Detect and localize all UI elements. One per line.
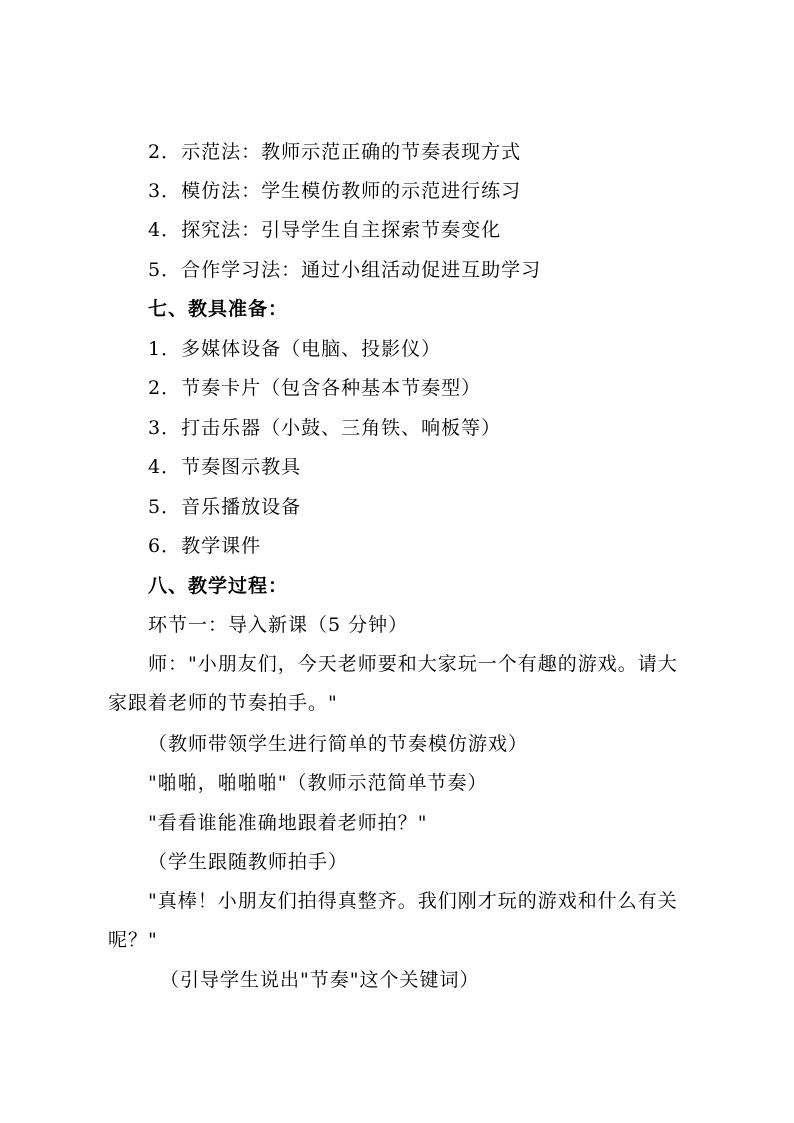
section-heading-teaching-aids: 七、教具准备： — [148, 298, 289, 320]
method-item-5: 5．合作学习法：通过小组活动促进互助学习 — [148, 259, 542, 281]
note-rhythm-game: （教师带领学生进行简单的节奏模仿游戏） — [148, 733, 529, 755]
teacher-intro-paragraph: 师："小朋友们，今天老师要和大家玩一个有趣的游戏。请大家跟着老师的节奏拍手。" — [108, 653, 678, 714]
aid-item-2: 2．节奏卡片（包含各种基本节奏型） — [148, 377, 482, 399]
aid-item-4: 4．节奏图示教具 — [148, 456, 302, 478]
aid-item-5: 5．音乐播放设备 — [148, 496, 302, 518]
quote-follow-teacher: "看看谁能准确地跟着老师拍？" — [148, 812, 428, 834]
praise-paragraph: "真棒！小朋友们拍得真整齐。我们刚才玩的游戏和什么有关呢？" — [108, 890, 678, 951]
method-item-2: 2．示范法：教师示范正确的节奏表现方式 — [148, 141, 522, 163]
method-item-3: 3．模仿法：学生模仿教师的示范进行练习 — [148, 180, 522, 202]
aid-item-6: 6．教学课件 — [148, 535, 262, 557]
step-one-title: 环节一：导入新课（5 分钟） — [148, 614, 409, 636]
note-keyword-rhythm: （引导学生说出"节奏"这个关键词） — [160, 969, 480, 991]
note-students-follow: （学生跟随教师拍手） — [148, 851, 349, 873]
section-heading-teaching-process: 八、教学过程： — [148, 575, 289, 597]
method-item-4: 4．探究法：引导学生自主探索节奏变化 — [148, 219, 502, 241]
aid-item-1: 1．多媒体设备（电脑、投影仪） — [148, 338, 442, 360]
quote-clap-rhythm: "啪啪，啪啪啪"（教师示范简单节奏） — [148, 772, 488, 794]
aid-item-3: 3．打击乐器（小鼓、三角铁、响板等） — [148, 417, 502, 439]
